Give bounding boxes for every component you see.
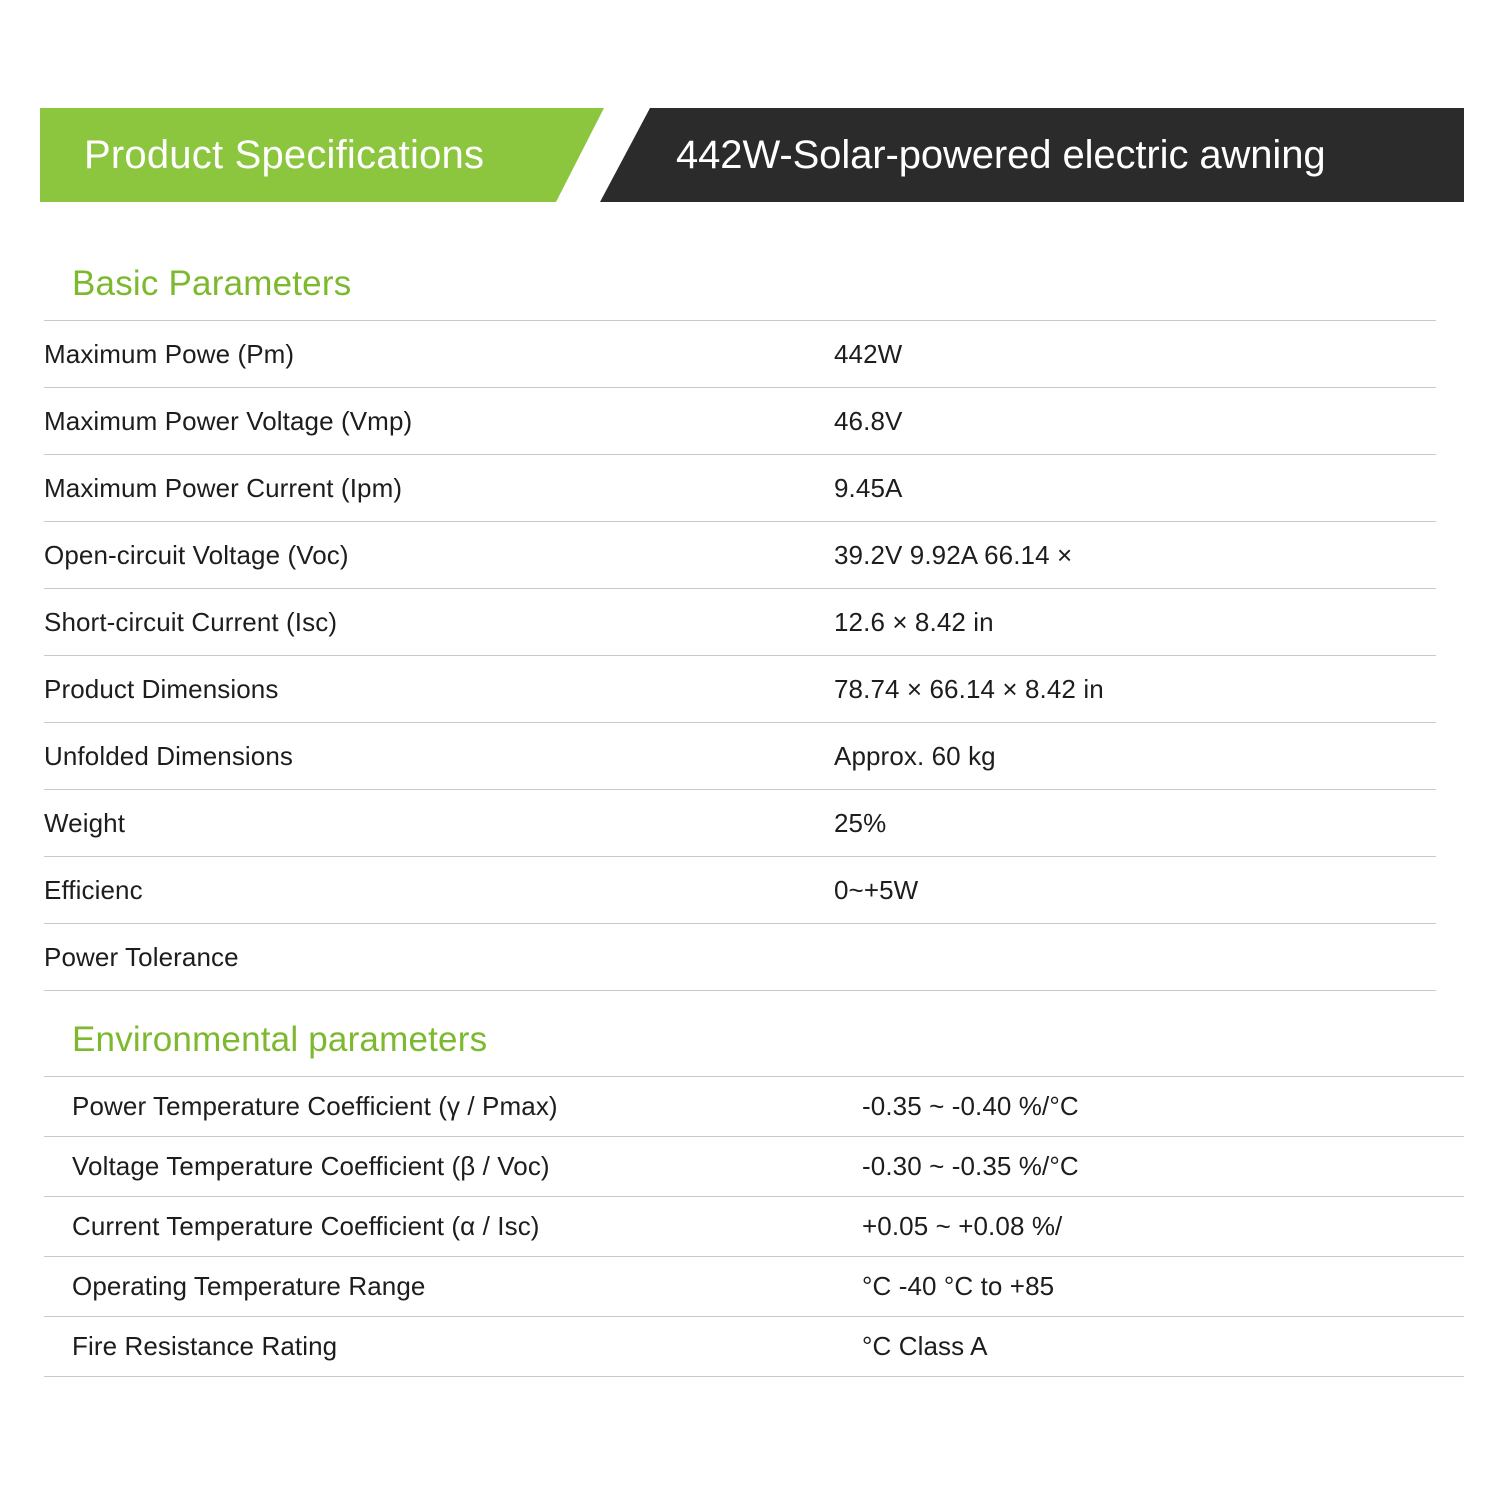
table-row bbox=[44, 857, 1436, 924]
spec-value bbox=[834, 924, 1436, 991]
environmental-parameters-table-body bbox=[44, 1077, 1464, 1377]
spec-value: 46.8V bbox=[834, 405, 903, 436]
spec-value: 39.2V 9.92A 66.14 × bbox=[834, 539, 1073, 570]
spec-value: 0~+5W bbox=[834, 874, 919, 905]
table-row bbox=[44, 321, 1436, 388]
table-row bbox=[44, 1317, 1464, 1377]
table-row bbox=[44, 455, 1436, 522]
basic-parameters-table bbox=[44, 320, 1436, 991]
table-row bbox=[44, 723, 1436, 790]
spec-label: Operating Temperature Range bbox=[72, 1271, 426, 1301]
spec-label: Current Temperature Coefficient (α / Isc) bbox=[72, 1211, 540, 1241]
spec-label: Maximum Power Voltage (Vmp) bbox=[44, 405, 413, 436]
header-section-title: Product Specifications bbox=[84, 133, 485, 177]
table-row bbox=[44, 924, 1436, 991]
spec-label: Voltage Temperature Coefficient (β / Voc) bbox=[72, 1151, 550, 1181]
page-header-banner bbox=[40, 108, 1464, 202]
spec-value: 9.45A bbox=[834, 472, 903, 503]
spec-value: 442W bbox=[834, 338, 903, 369]
spec-value: 12.6 × 8.42 in bbox=[834, 606, 994, 637]
table-row bbox=[44, 589, 1436, 656]
section-title-environmental-parameters: Environmental parameters bbox=[72, 1020, 488, 1059]
spec-label: Open-circuit Voltage (Voc) bbox=[44, 539, 349, 570]
table-row bbox=[44, 1197, 1464, 1257]
table-row bbox=[44, 656, 1436, 723]
table-row bbox=[44, 1137, 1464, 1197]
spec-value: +0.05 ~ +0.08 %/ bbox=[862, 1211, 1063, 1241]
environmental-parameters-table bbox=[44, 1076, 1464, 1377]
spec-label: Power Tolerance bbox=[44, 941, 239, 972]
table-row bbox=[44, 1257, 1464, 1317]
table-row bbox=[44, 790, 1436, 857]
spec-label: Unfolded Dimensions bbox=[44, 740, 294, 771]
basic-parameters-table-body bbox=[44, 321, 1436, 991]
spec-label: Power Temperature Coefficient (γ / Pmax) bbox=[72, 1091, 558, 1121]
spec-value: 78.74 × 66.14 × 8.42 in bbox=[834, 673, 1104, 704]
spec-label: Product Dimensions bbox=[44, 673, 279, 704]
spec-value: -0.30 ~ -0.35 %/°C bbox=[862, 1151, 1079, 1181]
spec-value: °C -40 °C to +85 bbox=[862, 1271, 1055, 1301]
spec-label: Fire Resistance Rating bbox=[72, 1331, 338, 1361]
table-row bbox=[44, 388, 1436, 455]
spec-value: °C Class A bbox=[862, 1331, 988, 1361]
table-row bbox=[44, 1077, 1464, 1137]
spec-label: Maximum Power Current (Ipm) bbox=[44, 472, 403, 503]
spec-value: Approx. 60 kg bbox=[834, 740, 996, 771]
section-basic-parameters bbox=[44, 262, 1436, 991]
spec-label: Maximum Powe (Pm) bbox=[44, 338, 295, 369]
table-row bbox=[44, 522, 1436, 589]
spec-label: Efficienc bbox=[44, 874, 143, 905]
spec-label: Short-circuit Current (Isc) bbox=[44, 606, 338, 637]
spec-value: 25% bbox=[834, 807, 887, 838]
section-title-basic-parameters: Basic Parameters bbox=[72, 264, 352, 303]
section-environmental-parameters bbox=[44, 1018, 1436, 1377]
spec-value: -0.35 ~ -0.40 %/°C bbox=[862, 1091, 1079, 1121]
spec-label: Weight bbox=[44, 807, 126, 838]
header-product-title: 442W-Solar-powered electric awning bbox=[676, 133, 1326, 177]
